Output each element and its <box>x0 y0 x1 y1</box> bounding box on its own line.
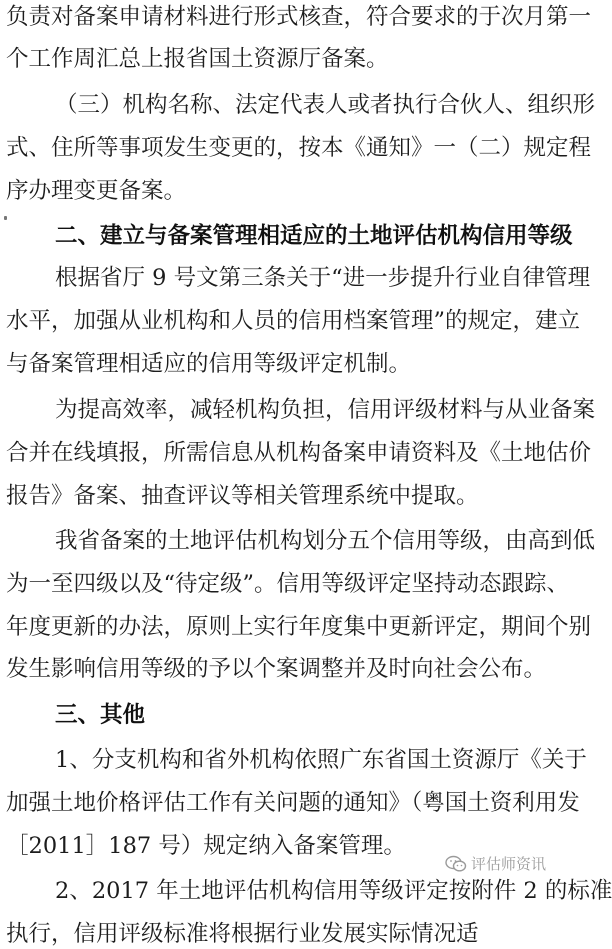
body-line: 序办理变更备案。 <box>6 178 187 204</box>
body-line: 水平，加强从业机构和人员的信用档案管理”的规定，建立 <box>6 308 581 334</box>
body-line: 为提高效率，减轻机构负担，信用评级材料与从业备案 <box>55 397 596 423</box>
body-line: 合并在线填报，所需信息从机构备案申请资料及《土地估价 <box>6 440 592 466</box>
body-line: 式、住所等事项发生变更的，按本《通知》一（二）规定程 <box>6 135 592 161</box>
watermark-text: 评估师资讯 <box>470 855 546 873</box>
body-line: 根据省厅 9 号文第三条关于“进一步提升行业自律管理 <box>55 265 591 291</box>
body-line: 发生影响信用等级的予以个案调整并及时向社会公布。 <box>6 656 547 682</box>
body-line: （三）机构名称、法定代表人或者执行合伙人、组织形 <box>55 92 596 118</box>
margin-mark <box>4 216 7 220</box>
watermark <box>442 854 549 874</box>
body-line: 执行，信用评级标准将根据行业发展实际情况适 <box>6 921 479 947</box>
body-line: 为一至四级以及“待定级”。信用等级评定坚持动态跟踪、 <box>6 571 570 597</box>
wechat-icon <box>445 855 467 873</box>
body-line: 负责对备案申请材料进行形式核查，符合要求的于次月第一 <box>6 4 592 30</box>
body-line: 个工作周汇总上报省国土资源厅备案。 <box>6 46 389 72</box>
section-heading-3: 三、其他 <box>55 702 146 728</box>
body-line: 1、分支机构和省外机构依照广东省国土资源厅《关于 <box>55 747 587 773</box>
body-line: ［2011］187 号）规定纳入备案管理。 <box>6 833 406 859</box>
body-line: 加强土地价格评估工作有关问题的通知》（粤国土资利用发 <box>6 790 580 816</box>
body-line: 报告》备案、抽查评议等相关管理系统中提取。 <box>6 483 479 509</box>
body-line: 年度更新的办法，原则上实行年度集中更新评定，期间个别 <box>6 614 592 640</box>
body-line: 与备案管理相适应的信用等级评定机制。 <box>6 351 412 377</box>
body-line: 我省备案的土地评估机构划分五个信用等级，由高到低 <box>55 528 596 554</box>
section-heading-2: 二、建立与备案管理相适应的土地评估机构信用等级 <box>55 223 573 249</box>
body-line: 2、2017 年土地评估机构信用等级评定按附件 2 的标准 <box>55 878 612 904</box>
